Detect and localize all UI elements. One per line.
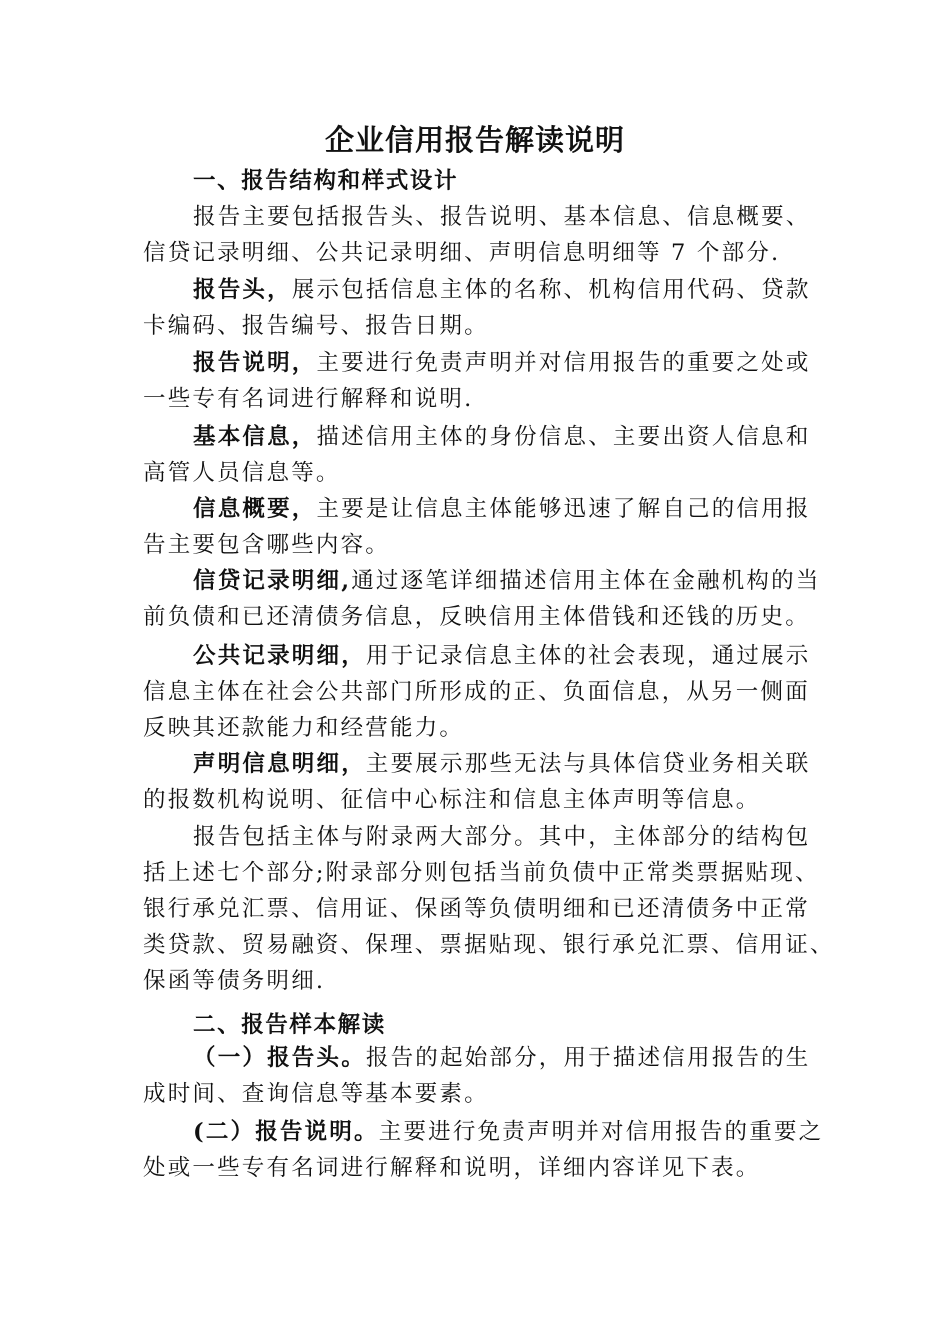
- basic-term: 基本信息，: [193, 424, 317, 450]
- note-para-line-1: [193, 352, 811, 375]
- section-2-heading: 二、报告样本解读: [193, 1012, 386, 1038]
- decl-term: 声明信息明细，: [193, 751, 366, 777]
- s2-para-1-term: （一）报告头。: [193, 1045, 366, 1071]
- summary-para-line-1: [193, 498, 811, 521]
- summary-para-line-2: 告主要包含哪些内容。: [143, 532, 391, 558]
- decl-para-line-2: 的报数机构说明、征信中心标注和信息主体声明等信息。: [143, 787, 761, 813]
- s2-para-2-term: (二）报告说明。: [193, 1119, 379, 1145]
- header-para-line-2: 卡编码、报告编号、报告日期。: [143, 313, 489, 339]
- intro-line-2: 信贷记录明细、公共记录明细、声明信息明细等 7 个部分.: [143, 240, 781, 266]
- s2-para-2-line-2: 处或一些专有名词进行解释和说明，详细内容详见下表。: [143, 1155, 761, 1181]
- credit-para-line-1: [193, 570, 821, 593]
- s2-para-2-line-1: [193, 1121, 823, 1144]
- section-1-heading: 一、报告结构和样式设计: [193, 168, 459, 194]
- note-para-line-2: 一些专有名词进行解释和说明.: [143, 386, 474, 412]
- s2-para-2-desc-1: 主要进行免责声明并对信用报告的重要之: [378, 1119, 824, 1145]
- credit-para-line-2: 前负债和已还清债务信息，反映信用主体借钱和还钱的历史。: [143, 604, 810, 630]
- s2-para-1-desc-1: 报告的起始部分，用于描述信用报告的生: [365, 1045, 811, 1071]
- public-term: 公共记录明细，: [193, 643, 366, 669]
- structure-line-4: 类贷款、贸易融资、保理、票据贴现、银行承兑汇票、信用证、: [143, 932, 835, 958]
- credit-desc-1: 通过逐笔详细描述信用主体在金融机构的当: [351, 568, 821, 594]
- header-para-line-1: [193, 279, 811, 302]
- decl-para-line-1: [193, 753, 811, 776]
- intro-line-1: 报告主要包括报告头、报告说明、基本信息、信息概要、: [193, 204, 811, 230]
- s2-para-1-line-1: [193, 1047, 811, 1070]
- public-para-line-3: 反映其还款能力和经营能力。: [143, 715, 465, 741]
- basic-para-line-2: 高管人员信息等。: [143, 460, 341, 486]
- page-title: 企业信用报告解读说明: [324, 123, 625, 157]
- basic-para-line-1: [193, 426, 811, 449]
- header-term: 报告头，: [193, 277, 292, 303]
- summary-term: 信息概要，: [193, 496, 317, 522]
- credit-term: 信贷记录明细,: [193, 568, 352, 594]
- structure-line-2: 括上述七个部分;附录部分则包括当前负债中正常类票据贴现、: [143, 860, 820, 886]
- structure-line-3: 银行承兑汇票、信用证、保函等负债明细和已还清债务中正常: [143, 896, 810, 922]
- public-desc-1: 用于记录信息主体的社会表现，通过展示: [365, 643, 811, 669]
- basic-desc-1: 描述信用主体的身份信息、主要出资人信息和: [316, 424, 811, 450]
- s2-para-1-line-2: 成时间、查询信息等基本要素。: [143, 1081, 489, 1107]
- note-desc-1: 主要进行免责声明并对信用报告的重要之处或: [316, 350, 811, 376]
- header-desc-1: 展示包括信息主体的名称、机构信用代码、贷款: [291, 277, 811, 303]
- structure-line-1: 报告包括主体与附录两大部分。其中，主体部分的结构包: [193, 824, 811, 850]
- public-para-line-1: [193, 645, 811, 668]
- structure-line-5: 保函等债务明细.: [143, 968, 326, 994]
- decl-desc-1: 主要展示那些无法与具体信贷业务相关联: [365, 751, 811, 777]
- summary-desc-1: 主要是让信息主体能够迅速了解自己的信用报: [316, 496, 811, 522]
- public-para-line-2: 信息主体在社会公共部门所形成的正、负面信息，从另一侧面: [143, 679, 810, 705]
- note-term: 报告说明，: [193, 350, 317, 376]
